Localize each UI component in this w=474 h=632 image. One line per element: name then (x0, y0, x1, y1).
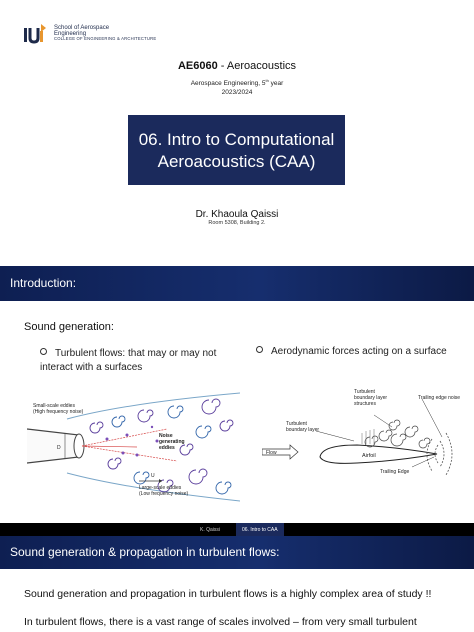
program-suffix: year (268, 80, 284, 88)
label-u: U (151, 473, 155, 479)
label-tb-2: boundary layer (286, 427, 320, 433)
footer-title: 06. Intro to CAA (236, 523, 284, 536)
bullet-circle-icon (256, 346, 263, 353)
label-tb-1: Turbulent (286, 421, 307, 427)
label-noise-3: eddies (159, 445, 175, 451)
label-noise-2: generating (159, 439, 185, 445)
logo-line2: Engineering (54, 30, 87, 37)
bullet-turbulent-flows (40, 347, 240, 374)
university-logo (22, 22, 156, 44)
label-large-eddies-2: (Low frequency noise) (139, 491, 189, 497)
label-tbl-3: structures (354, 401, 376, 407)
airfoil-noise-diagram (262, 381, 462, 476)
slide-header-bar (0, 536, 474, 569)
label-d: D (57, 445, 61, 451)
course-title (0, 60, 474, 72)
paragraph-complexity: Sound generation and propagation in turbulent flows is a highly complex area of study !! (24, 588, 432, 600)
course-name: - Aeroacoustics (217, 60, 297, 72)
airfoil-noise-figure (262, 381, 462, 476)
logo-line1: School of Aerospace (54, 24, 110, 31)
presenter-room: Room 5308, Building 2. (208, 220, 266, 226)
academic-year: 2023/2024 (221, 88, 253, 96)
bullet-text: Aerodynamic forces acting on a surface (271, 346, 447, 357)
jet-eddies-diagram (27, 389, 240, 504)
jet-eddies-figure (27, 389, 240, 504)
lecture-title-box (128, 115, 345, 185)
label-tbl-1: Turbulent (354, 389, 375, 395)
course-code: AE6060 (177, 60, 218, 72)
program-prefix: Aerospace Engineering, 5 (190, 80, 266, 88)
footer-author: K. Qaissi (200, 527, 221, 533)
slide-footer (0, 523, 474, 536)
label-trailing-noise: Trailing edge noise (418, 395, 461, 401)
sound-generation-heading: Sound generation: (24, 321, 114, 333)
lecture-title-line2: Aeroacoustics (CAA) (157, 151, 316, 171)
presenter-name: Dr. Khaoula Qaissi (195, 209, 279, 220)
program-info (0, 78, 474, 98)
label-noise-1: Noise (159, 433, 173, 439)
bullet-circle-icon (40, 348, 47, 355)
label-small-eddies-1: Small-scale eddies (33, 403, 75, 409)
university-logo-mark-icon (22, 22, 48, 44)
label-tbl-2: boundary layer (354, 395, 388, 401)
slide-header-title: Sound generation & propagation in turbulent flows: (10, 545, 280, 559)
label-large-eddies-1: Large-scale eddies (139, 485, 182, 491)
introduction-slide (0, 266, 474, 536)
lecture-title-line1: 06. Intro to Computational (138, 130, 335, 149)
label-airfoil: Airfoil (362, 453, 376, 459)
label-trailing-edge: Trailing Edge (380, 469, 410, 475)
title-slide (0, 0, 474, 266)
slide-header-title: Introduction: (10, 276, 77, 290)
program-sup: th (265, 78, 269, 83)
paragraph-scales: In turbulent flows, there is a vast range of scales involved – from very small turbulent (24, 616, 417, 628)
label-small-eddies-2: (High frequency noise) (33, 409, 84, 415)
bullet-aerodynamic-forces (256, 345, 456, 359)
bullet-text: Turbulent flows: that may or may not interact with a surfaces (40, 348, 217, 373)
logo-line3: COLLEGE OF ENGINEERING & ARCHITECTURE (54, 36, 157, 42)
sound-propagation-slide (0, 536, 474, 632)
label-flow: Flow (266, 450, 277, 456)
slide-header-bar (0, 266, 474, 301)
